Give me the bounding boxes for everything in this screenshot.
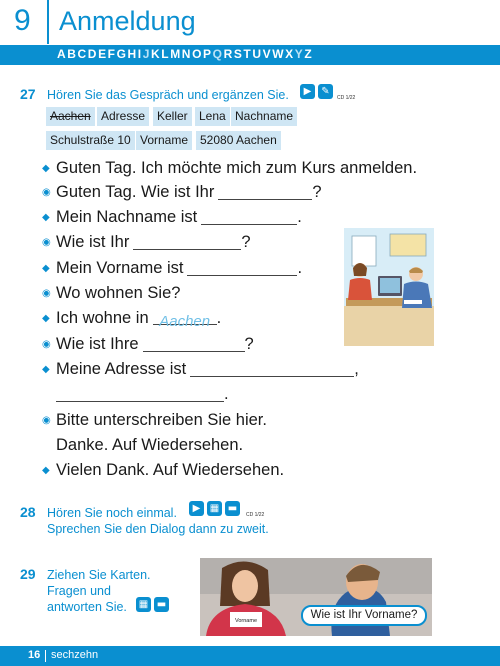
exercise-29-number: 29 (20, 566, 36, 582)
alphabet-part: KLMNOP (151, 47, 213, 61)
diamond-marker-icon: ◆ (42, 163, 50, 174)
answer-blank[interactable] (190, 361, 354, 377)
alphabet-part: ABCDEFGHI (57, 47, 143, 61)
dialog-text: Guten Tag. Wie ist Ihr (56, 183, 215, 201)
dialog-line (42, 230, 251, 254)
answer-blank[interactable] (201, 209, 297, 225)
office-illustration (344, 228, 434, 346)
alphabet-letter-q: Q (212, 47, 224, 61)
dialog-text: . (297, 259, 303, 277)
dialog-line (42, 156, 417, 180)
alphabet-letter-j: J (142, 47, 152, 61)
exercise-27-number: 27 (20, 86, 36, 102)
dialog-text: Wo wohnen Sie? (56, 284, 181, 302)
speech-bubble: Wie ist Ihr Vorname? (301, 605, 427, 626)
dialog-text: Guten Tag. Ich möchte mich zum Kurs anmelden. (56, 159, 418, 177)
dialog-text: ? (312, 183, 322, 201)
dialog-text: Wie ist Ihre (56, 335, 139, 353)
circle-marker-icon: ◉ (42, 339, 51, 350)
speech-icon: ▬ (154, 597, 169, 612)
dialog-text: . (224, 385, 229, 403)
alphabet-strip (57, 47, 313, 61)
dialog-line-continued (56, 382, 229, 406)
partner-icon: ▦ (207, 501, 222, 516)
circle-marker-icon: ◉ (42, 237, 51, 248)
dialog-line (42, 408, 267, 432)
word-chip: 52080 Aachen (196, 131, 281, 150)
word-chip: Schulstraße 10 (46, 131, 135, 150)
diamond-marker-icon: ◆ (42, 212, 50, 223)
word-chip: Adresse (97, 107, 149, 126)
answer-blank[interactable] (187, 260, 297, 276)
chapter-number: 9 (14, 4, 31, 37)
page-number: 16 (28, 649, 41, 661)
footer-divider (45, 650, 46, 662)
diamond-marker-icon: ◆ (42, 313, 50, 324)
dialog-text: Wie ist Ihr (56, 233, 130, 251)
dialog-line (42, 256, 302, 280)
alphabet-part: RSTUVWX (223, 47, 295, 61)
word-chip: Vorname (136, 131, 192, 150)
answer-blank[interactable] (56, 386, 224, 402)
name-card-text: Vorname (234, 618, 258, 624)
diamond-marker-icon: ◆ (42, 364, 50, 375)
cd-track-label: CD 1/22 (337, 95, 356, 101)
dialog-line (42, 357, 359, 381)
exercise-28-number: 28 (20, 504, 36, 520)
dialog-line (42, 458, 284, 482)
page-footer (0, 646, 500, 666)
alphabet-letter-y: Y (294, 47, 305, 61)
circle-marker-icon: ◉ (42, 187, 51, 198)
alphabet-part: Z (304, 47, 314, 61)
word-chip: Aachen (46, 107, 95, 126)
dialog-text: ? (241, 233, 251, 251)
dialog-line-continued (56, 433, 243, 457)
dialog-text: Meine Adresse ist (56, 360, 187, 378)
exercise-28-line1: Hören Sie noch einmal. (47, 506, 177, 520)
page-header (0, 0, 500, 44)
word-chip: Lena (195, 107, 230, 126)
dialog-text: Mein Nachname ist (56, 208, 198, 226)
dialog-text: Danke. Auf Wiedersehen. (56, 436, 244, 454)
answer-blank[interactable] (218, 184, 312, 200)
chapter-title: Anmeldung (59, 6, 196, 36)
page-number-word: sechzehn (51, 649, 99, 661)
dialog-line (42, 332, 254, 356)
diamond-marker-icon: ◆ (42, 263, 50, 274)
dialog-text: , (354, 360, 359, 378)
exercise-29-line2: Fragen und (47, 584, 111, 598)
pencil-icon: ✎ (318, 84, 333, 99)
dialog-line (42, 205, 302, 229)
dialog-text: Bitte unterschreiben Sie hier. (56, 411, 267, 429)
speech-icon: ▬ (225, 501, 240, 516)
cd-track-label: CD 1/22 (246, 512, 265, 518)
dialog-line (42, 180, 322, 204)
exercise-28-line2: Sprechen Sie den Dialog dann zu zweit. (47, 522, 269, 536)
circle-marker-icon: ◉ (42, 415, 51, 426)
word-chip: Nachname (231, 107, 297, 126)
circle-marker-icon: ◉ (42, 288, 51, 299)
dialog-line (42, 281, 180, 305)
exercise-27-instruction: Hören Sie das Gespräch und ergänzen Sie. (47, 88, 289, 102)
exercise-29-line1: Ziehen Sie Karten. (47, 568, 151, 582)
dialog-text: Ich wohne in (56, 309, 149, 327)
dialog-text: Vielen Dank. Auf Wiedersehen. (56, 461, 285, 479)
alphabet-band (0, 45, 500, 65)
example-answer: Aachen (159, 313, 211, 330)
exercise-29-line3: antworten Sie. (47, 600, 127, 614)
partner-icon: ▦ (136, 597, 151, 612)
chapter-divider (47, 0, 49, 44)
dialog-text: ? (244, 335, 254, 353)
ear-icon: ▶ (189, 501, 204, 516)
answer-blank-filled[interactable] (153, 309, 217, 330)
answer-blank[interactable] (143, 336, 245, 352)
ear-icon: ▶ (300, 84, 315, 99)
word-chip: Keller (153, 107, 192, 126)
diamond-marker-icon: ◆ (42, 465, 50, 476)
dialog-text: Mein Vorname ist (56, 259, 184, 277)
answer-blank[interactable] (133, 234, 241, 250)
dialog-line (42, 306, 221, 330)
dialog-text: . (216, 309, 222, 327)
dialog-text: . (297, 208, 302, 226)
